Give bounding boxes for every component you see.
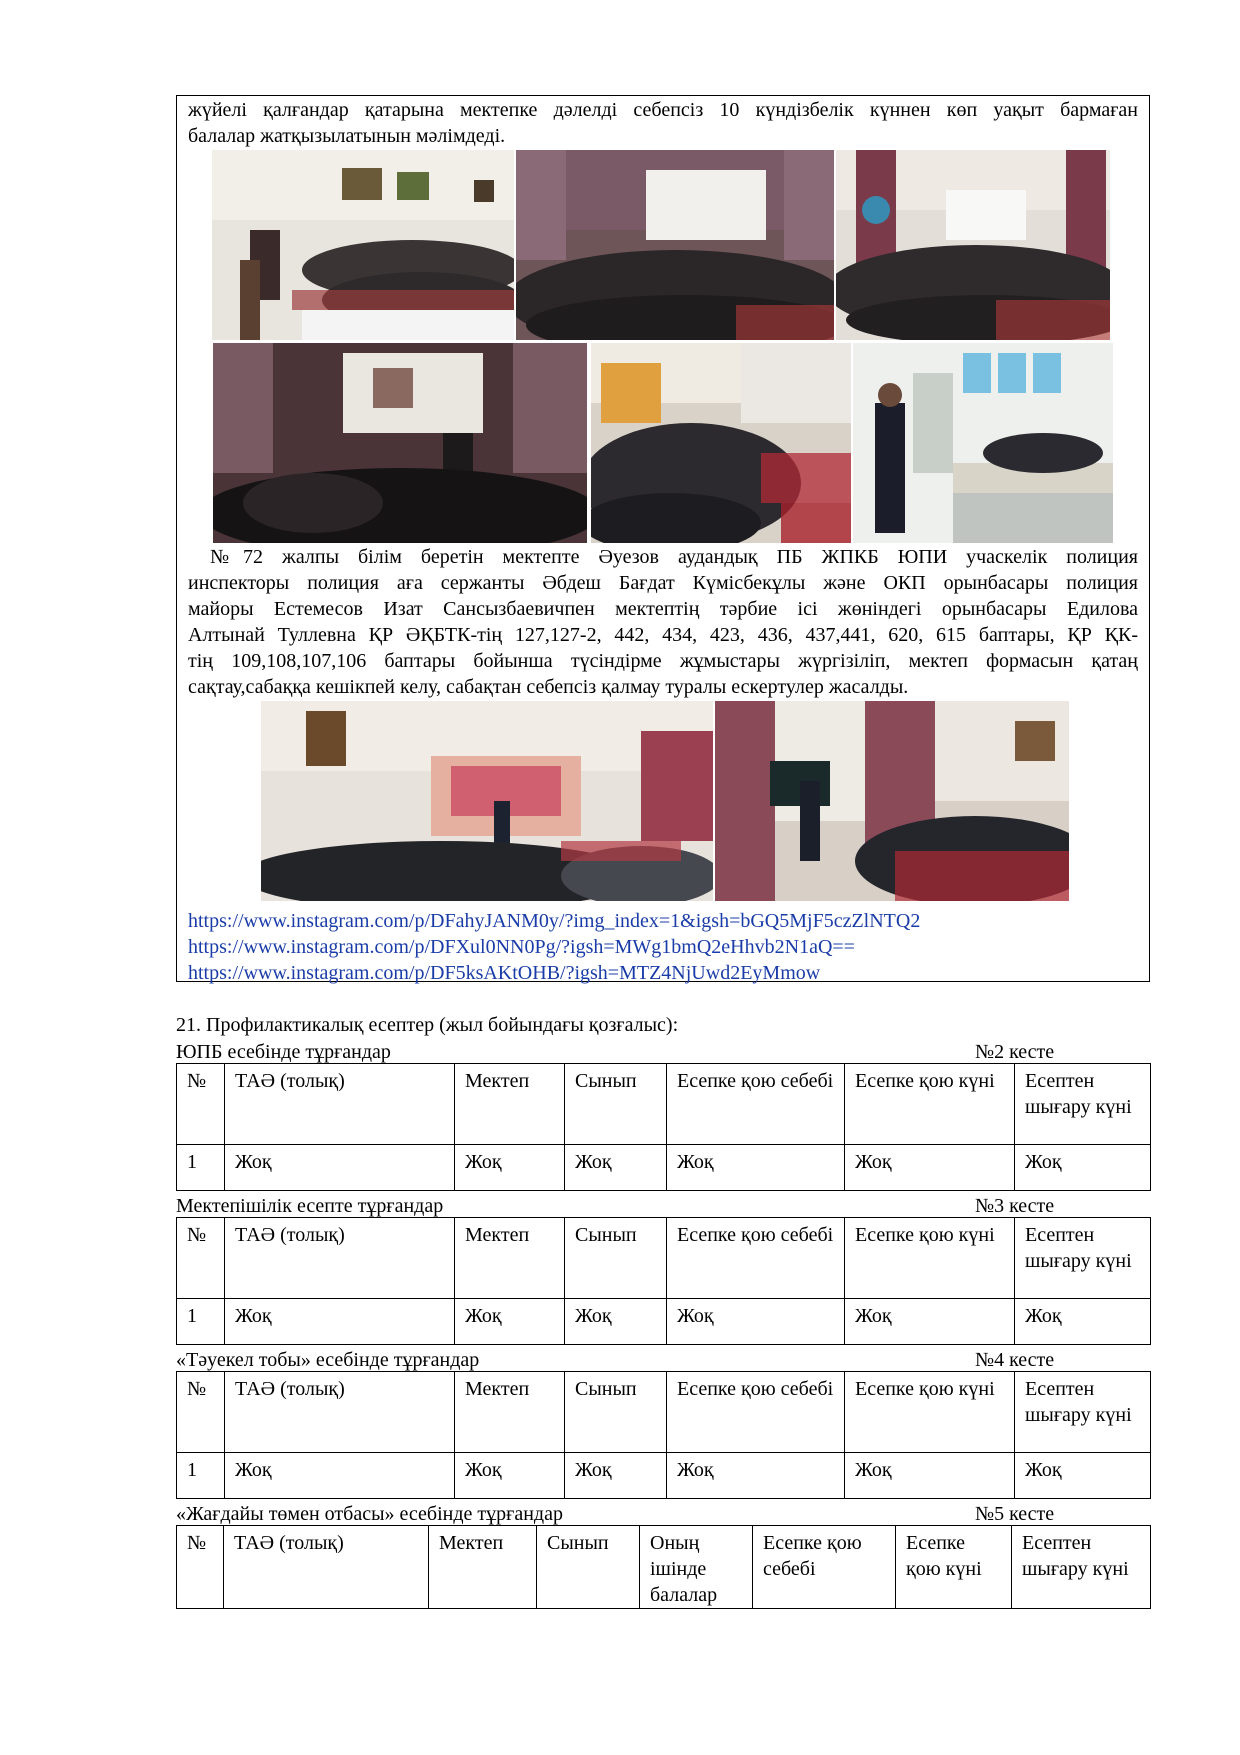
instagram-link-1[interactable]: https://www.instagram.com/p/DFahyJANM0y/?img_index=1&igsh=bGQ5MjF5czZlNTQ2: [188, 910, 921, 932]
table-5-number: №5 кесте: [975, 1503, 1055, 1525]
table-cell: Жоқ: [565, 1453, 667, 1499]
table-cell: 1: [177, 1299, 225, 1345]
header-cell: Мектеп: [455, 1218, 565, 1299]
table-3-number: №3 кесте: [975, 1195, 1055, 1217]
instagram-link-3[interactable]: https://www.instagram.com/p/DF5ksAKtOHB/?igsh=MTZ4NjUwd2EyMmow: [188, 962, 821, 984]
header-cell: Есептен шығару күні: [1015, 1372, 1151, 1453]
table-2-number: №2 кесте: [975, 1041, 1055, 1063]
table-cell: Жоқ: [845, 1299, 1015, 1345]
paragraph-line-5: тің 109,108,107,106 баптары бойынша түсіндірме жұмыстары жүргізіліп, мектеп формасын қатаң: [188, 650, 1138, 672]
header-cell: №: [177, 1064, 225, 1145]
photo-students-seated: [591, 343, 851, 543]
table-2-caption: ЮПБ есебінде тұрғандар: [176, 1041, 391, 1063]
header-cell: №: [177, 1372, 225, 1453]
paragraph-line-3: майоры Естемесов Изат Сансызбаевичпен мектептің тәрбие ісі жөніндегі орынбасары Едилова: [188, 598, 1138, 620]
table-row: [177, 1453, 1151, 1499]
table-header-row: [177, 1372, 1151, 1453]
header-cell: Есепке қою себебі: [753, 1526, 896, 1609]
intro-line-1: жүйелі қалғандар қатарына мектепке дәлелді себепсіз 10 күндізбелік күннен көп уақыт бармаған: [188, 99, 1138, 121]
table-3-caption: Мектепішілік есепте тұрғандар: [176, 1195, 444, 1217]
table-cell: Жоқ: [1015, 1145, 1151, 1191]
header-cell: Оның ішінде балалар: [640, 1526, 753, 1609]
table-cell: 1: [177, 1453, 225, 1499]
table-cell: Жоқ: [225, 1145, 455, 1191]
paragraph-line-2: инспекторы полиция аға сержанты Әбдеш Бағдат Күмісбекұлы және ОКП орынбасары полиция: [188, 572, 1138, 594]
table-cell: Жоқ: [455, 1145, 565, 1191]
table-3: [176, 1217, 1151, 1345]
header-cell: ТАӘ (толық): [225, 1372, 455, 1453]
paragraph-line-6: сақтау,сабаққа кешікпей келу, сабақтан себепсіз қалмау туралы ескертулер жасалды.: [188, 676, 909, 698]
header-cell: Сынып: [565, 1372, 667, 1453]
table-cell: Жоқ: [667, 1145, 845, 1191]
photo-classroom-officer: [853, 343, 1113, 543]
table-4: [176, 1371, 1151, 1499]
instagram-link-2[interactable]: https://www.instagram.com/p/DFXul0NN0Pg/?igsh=MWg1bmQ2eHhvb2N1aQ==: [188, 936, 855, 958]
photo-assembly-hall-1: [212, 150, 514, 340]
table-4-number: №4 кесте: [975, 1349, 1055, 1371]
table-4-caption: «Тәуекел тобы» есебінде тұрғандар: [176, 1349, 480, 1371]
header-cell: Сынып: [565, 1064, 667, 1145]
header-cell: Есепке қою күні: [845, 1372, 1015, 1453]
table-5: [176, 1525, 1151, 1609]
section-heading: 21. Профилактикалық есептер (жыл бойындағы қозғалыс):: [176, 1014, 679, 1036]
table-cell: Жоқ: [845, 1453, 1015, 1499]
header-cell: Сынып: [565, 1218, 667, 1299]
header-cell: ТАӘ (толық): [224, 1526, 429, 1609]
photo-assembly-hall-3: [836, 150, 1110, 340]
table-cell: Жоқ: [455, 1299, 565, 1345]
table-cell: Жоқ: [565, 1145, 667, 1191]
table-cell: Жоқ: [565, 1299, 667, 1345]
table-2: [176, 1063, 1151, 1191]
table-cell: Жоқ: [455, 1453, 565, 1499]
header-cell: Мектеп: [429, 1526, 537, 1609]
header-cell: Есепке қою себебі: [667, 1218, 845, 1299]
table-header-row: [177, 1526, 1151, 1609]
header-cell: Сынып: [537, 1526, 640, 1609]
header-cell: ТАӘ (толық): [225, 1218, 455, 1299]
header-cell: Есептен шығару күні: [1015, 1064, 1151, 1145]
header-cell: ТАӘ (толық): [225, 1064, 455, 1145]
header-cell: Есепке қою күні: [845, 1218, 1015, 1299]
header-cell: Есептен шығару күні: [1015, 1218, 1151, 1299]
paragraph-line-4: Алтынай Туллевна ҚР ӘҚБТК-тің 127,127-2, 442, 434, 423, 436, 437,441, 620, 615 баптары, ҚР ҚК-: [188, 624, 1138, 646]
photo-assembly-hall-2: [516, 150, 834, 340]
header-cell: Есепке қою күні: [845, 1064, 1015, 1145]
table-cell: Жоқ: [667, 1299, 845, 1345]
header-cell: №: [177, 1526, 224, 1609]
header-cell: Мектеп: [455, 1064, 565, 1145]
table-header-row: [177, 1064, 1151, 1145]
table-cell: Жоқ: [667, 1453, 845, 1499]
header-cell: №: [177, 1218, 225, 1299]
header-cell: Есепке қою күні: [896, 1526, 1012, 1609]
photo-hall-officer-stage: [261, 701, 713, 901]
paragraph-line-1: №72 жалпы білім беретін мектепте Әуезов аудандық ПБ ЖПКБ ЮПИ учаскелік полиция: [210, 546, 1138, 568]
table-row: [177, 1145, 1151, 1191]
header-cell: Есептен шығару күні: [1012, 1526, 1151, 1609]
table-cell: Жоқ: [1015, 1453, 1151, 1499]
intro-line-2: балалар жатқызылатынын мәлімдеді.: [188, 125, 506, 147]
table-cell: Жоқ: [225, 1453, 455, 1499]
table-cell: Жоқ: [845, 1145, 1015, 1191]
table-cell: Жоқ: [1015, 1299, 1151, 1345]
header-cell: Мектеп: [455, 1372, 565, 1453]
header-cell: Есепке қою себебі: [667, 1064, 845, 1145]
table-cell: Жоқ: [225, 1299, 455, 1345]
table-5-caption: «Жағдайы төмен отбасы» есебінде тұрғандар: [176, 1503, 563, 1525]
photo-lecture-projector: [213, 343, 587, 543]
table-cell: 1: [177, 1145, 225, 1191]
photo-hall-officer-presentation: [715, 701, 1069, 901]
table-header-row: [177, 1218, 1151, 1299]
header-cell: Есепке қою себебі: [667, 1372, 845, 1453]
table-row: [177, 1299, 1151, 1345]
